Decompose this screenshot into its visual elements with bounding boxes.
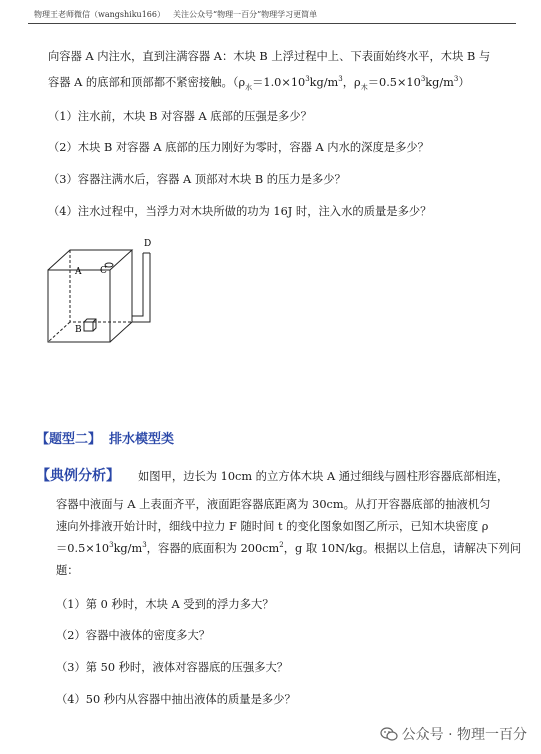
- pipe-outer: [132, 253, 143, 316]
- problem2-line4: $=0.5\times 10^3kg/m^3$，容器的底面积为 $200cm^2$，g 取 10N/kg。根据以上信息，请解决下列问: [56, 541, 522, 555]
- container-figure: [40, 236, 170, 346]
- problem2-question-4: （4）50 秒内从容器中抽出液体的质量是多少？: [56, 693, 296, 706]
- problem1-question-4: （4）注水过程中，当浮力对木块所做的功为 16J 时，注入水的质量是多少？: [48, 205, 432, 218]
- block-b: [84, 322, 93, 331]
- problem1-line2: 容器 A 的底部和顶部都不紧密接触。（$\rho_水=1.0\times 10^3kg/m^3$，$\rho_木=0.5\times 10^3kg/m^3$）: [48, 75, 470, 92]
- watermark-text: 公众号 · 物理一百分: [401, 727, 527, 743]
- header-divider: [28, 23, 516, 24]
- problem2-question-3: （3）第 50 秒时，液体对容器底的压强多大？: [56, 661, 289, 674]
- problem2-question-1: （1）第 0 秒时，木块 A 受到的浮力多大？: [56, 598, 274, 611]
- problem1-line1: 向容器 A 内注水，直到注满容器 A：木块 B 上浮过程中上、下表面始终水平，木块 B 与: [48, 50, 491, 63]
- header-right: 关注公众号“物理一百分”物理学习更简单: [173, 10, 318, 19]
- label-d: D: [144, 239, 152, 249]
- label-b: B: [75, 325, 82, 335]
- header-left: 物理王老师微信（wangshiku166）: [34, 10, 165, 19]
- label-a: A: [75, 267, 82, 277]
- problem2-line5: 题：: [56, 564, 79, 577]
- problem2-line1: 如图甲，边长为 10cm 的立方体木块 A 通过细线与圆柱形容器底部相连，: [138, 470, 509, 483]
- example-tag: 【典例分析】: [36, 468, 120, 484]
- problem1-question-3: （3）容器注满水后，容器 A 顶部对木块 B 的压力是多少？: [48, 173, 346, 186]
- wechat-icon: [380, 727, 398, 741]
- label-c: C: [100, 266, 107, 276]
- section-heading: [36, 428, 174, 447]
- pipe-inner: [132, 253, 150, 322]
- problem2-line3: 速向外排液开始计时，细线中拉力 F 随时间 t 的变化图象如图乙所示，已知木块密度 ρ: [56, 520, 489, 533]
- section-title: 排水模型类: [109, 432, 175, 447]
- container-right-face: [110, 250, 132, 342]
- watermark: [380, 724, 527, 744]
- problem1-question-1: （1）注水前，木块 B 对容器 A 底部的压强是多少？: [48, 110, 312, 123]
- container-top-face: [48, 250, 132, 270]
- problem2-line2: 容器中液面与 A 上表面齐平，液面距容器底距离为 30cm。从打开容器底部的抽液机匀: [56, 498, 491, 511]
- section-bracket: 【题型二】: [36, 432, 102, 447]
- problem1-question-2: （2）木块 B 对容器 A 底部的压力刚好为零时，容器 A 内水的深度是多少？: [48, 141, 429, 154]
- container-hidden-edges: [70, 250, 132, 322]
- problem2-question-2: （2）容器中液体的密度多大？: [56, 629, 211, 642]
